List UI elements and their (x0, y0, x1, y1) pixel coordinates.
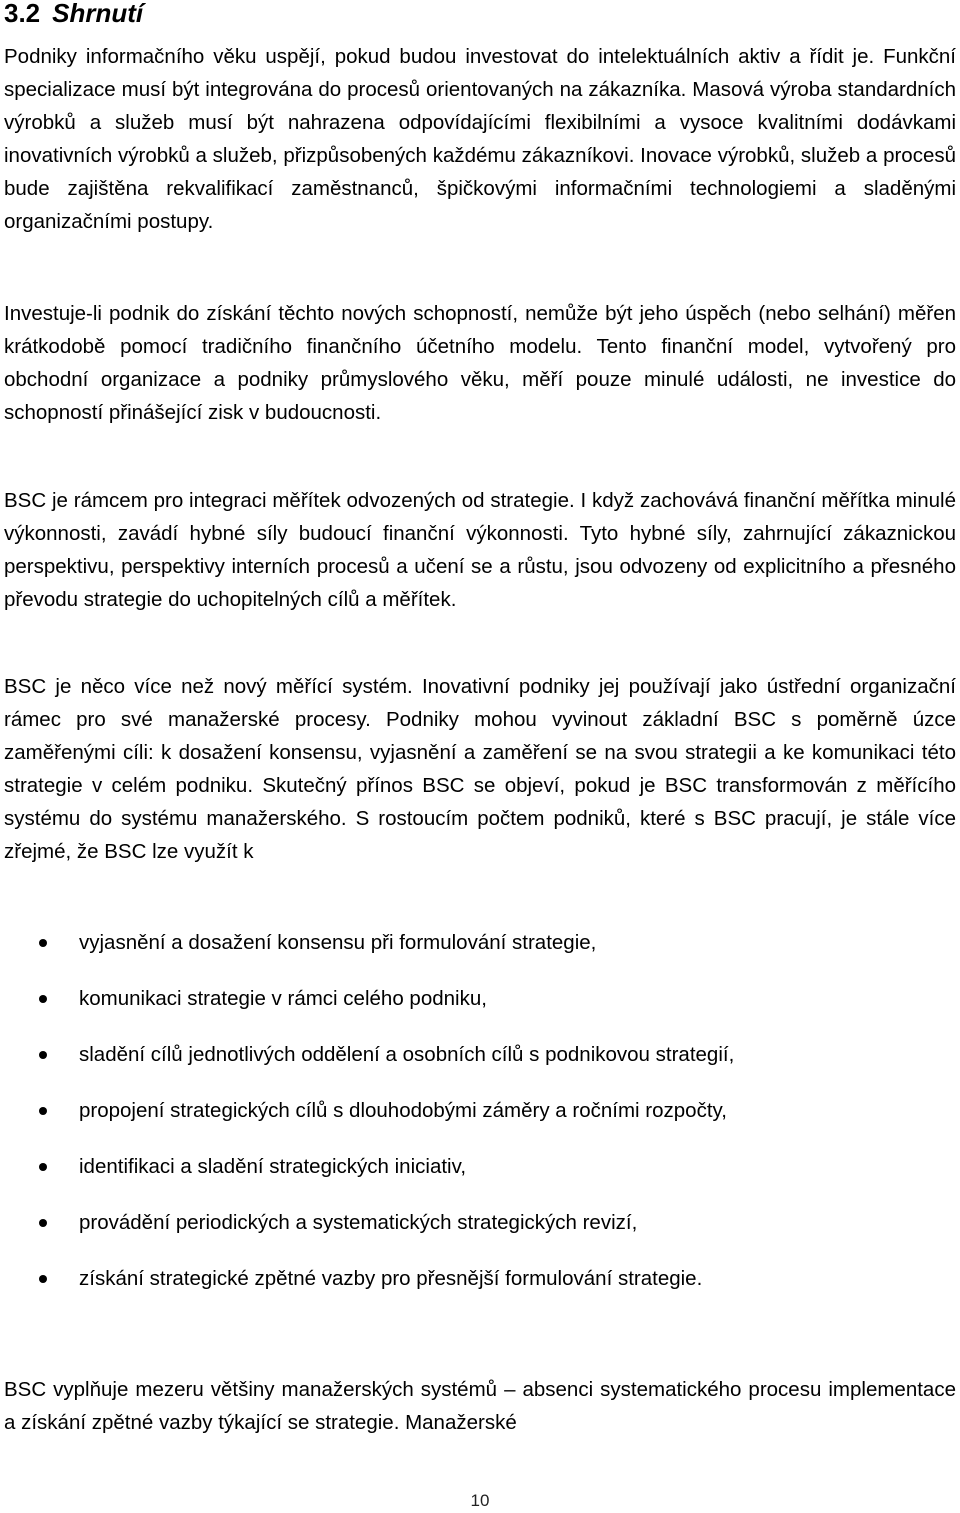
section-title: Shrnutí (52, 0, 144, 28)
paragraph-bsc-gap: BSC vyplňuje mezeru většiny manažerských systémů – absenci systematického procesu implementace a získání zpětné vazby týkající se strategie. Manažerské (4, 1378, 956, 1434)
bullet-icon (39, 1219, 47, 1227)
paragraph-intelectual-assets: Podniky informačního věku uspějí, pokud budou investovat do intelektuálních aktiv a řídit je. Funkční specializace musí být integrována do procesů orientovaných na zákazníka. Masová výroba standardních výrobků a služeb musí být nahrazena odpovídajícími flexibilními a vysoce kvalitními dodávkami inovativních výrobků a služeb, přizpůsobených každému zákazníkovi. Inovace výrobků, služeb a procesů bude zajištěna rekvalifikací zaměstnanců, špičkovými informačními technologiemi a sladěnými organizačními postupy. (4, 45, 956, 233)
list-item (0, 978, 960, 1034)
list-item-text: komunikaci strategie v rámci celého podniku, (79, 987, 487, 1010)
section-number: 3.2 (4, 0, 41, 28)
list-item-text: sladění cílů jednotlivých oddělení a osobních cílů s podnikovou strategií, (79, 1043, 735, 1066)
list-item-text: vyjasnění a dosažení konsensu při formulování strategie, (79, 931, 597, 954)
bullet-icon (39, 995, 47, 1003)
bullet-icon (39, 939, 47, 947)
list-item-text: propojení strategických cílů s dlouhodobými záměry a ročními rozpočty, (79, 1099, 727, 1122)
bullet-icon (39, 1275, 47, 1283)
bullet-icon (39, 1107, 47, 1115)
list-item (0, 1146, 960, 1202)
paragraph-financial-model: Investuje-li podnik do získání těchto nových schopností, nemůže být jeho úspěch (nebo selhání) měřen krátkodobě pomocí tradičního finančního účetního modelu. Tento finanční model, vytvořený pro obchodní organizace a podniky průmyslového věku, měří pouze minulé události, ne investice do schopností přinášející zisk v budoucnosti. (4, 302, 956, 424)
paragraph-bsc-management-system: BSC je něco více než nový měřící systém. Inovativní podniky jej používají jako ústřední organizační rámec pro své manažerské procesy. Podniky mohou vyvinout základní BSC s poměrně úzce zaměřenými cíli: k dosažení konsensu, vyjasnění a zaměření se na svou strategii a ke komunikaci této strategie v celém podniku. Skutečný přínos BSC se objeví, pokud je BSC transformován z měřícího systému do systému manažerského. S rostoucím počtem podniků, které s BSC pracují, je stále více zřejmé, že BSC lze využít k (4, 675, 956, 863)
list-item (0, 1258, 960, 1314)
list-item (0, 1090, 960, 1146)
list-item (0, 922, 960, 978)
bsc-uses-list (0, 922, 960, 1314)
bullet-icon (39, 1163, 47, 1171)
list-item (0, 1202, 960, 1258)
list-item-text: identifikaci a sladění strategických iniciativ, (79, 1155, 467, 1178)
list-item-text: získání strategické zpětné vazby pro přesnější formulování strategie. (79, 1267, 703, 1290)
section-heading (4, 0, 143, 30)
bullet-icon (39, 1051, 47, 1059)
list-item-text: provádění periodických a systematických strategických revizí, (79, 1211, 638, 1234)
paragraph-bsc-framework: BSC je rámcem pro integraci měřítek odvozených od strategie. I když zachovává finanční měřítka minulé výkonnosti, zavádí hybné síly budoucí finanční výkonnosti. Tyto hybné síly, zahrnující zákaznickou perspektivu, perspektivy interních procesů a učení se a růstu, jsou odvozeny od explicitního a přesného převodu strategie do uchopitelných cílů a měřítek. (4, 489, 956, 611)
page-number: 10 (470, 1491, 490, 1510)
list-item (0, 1034, 960, 1090)
